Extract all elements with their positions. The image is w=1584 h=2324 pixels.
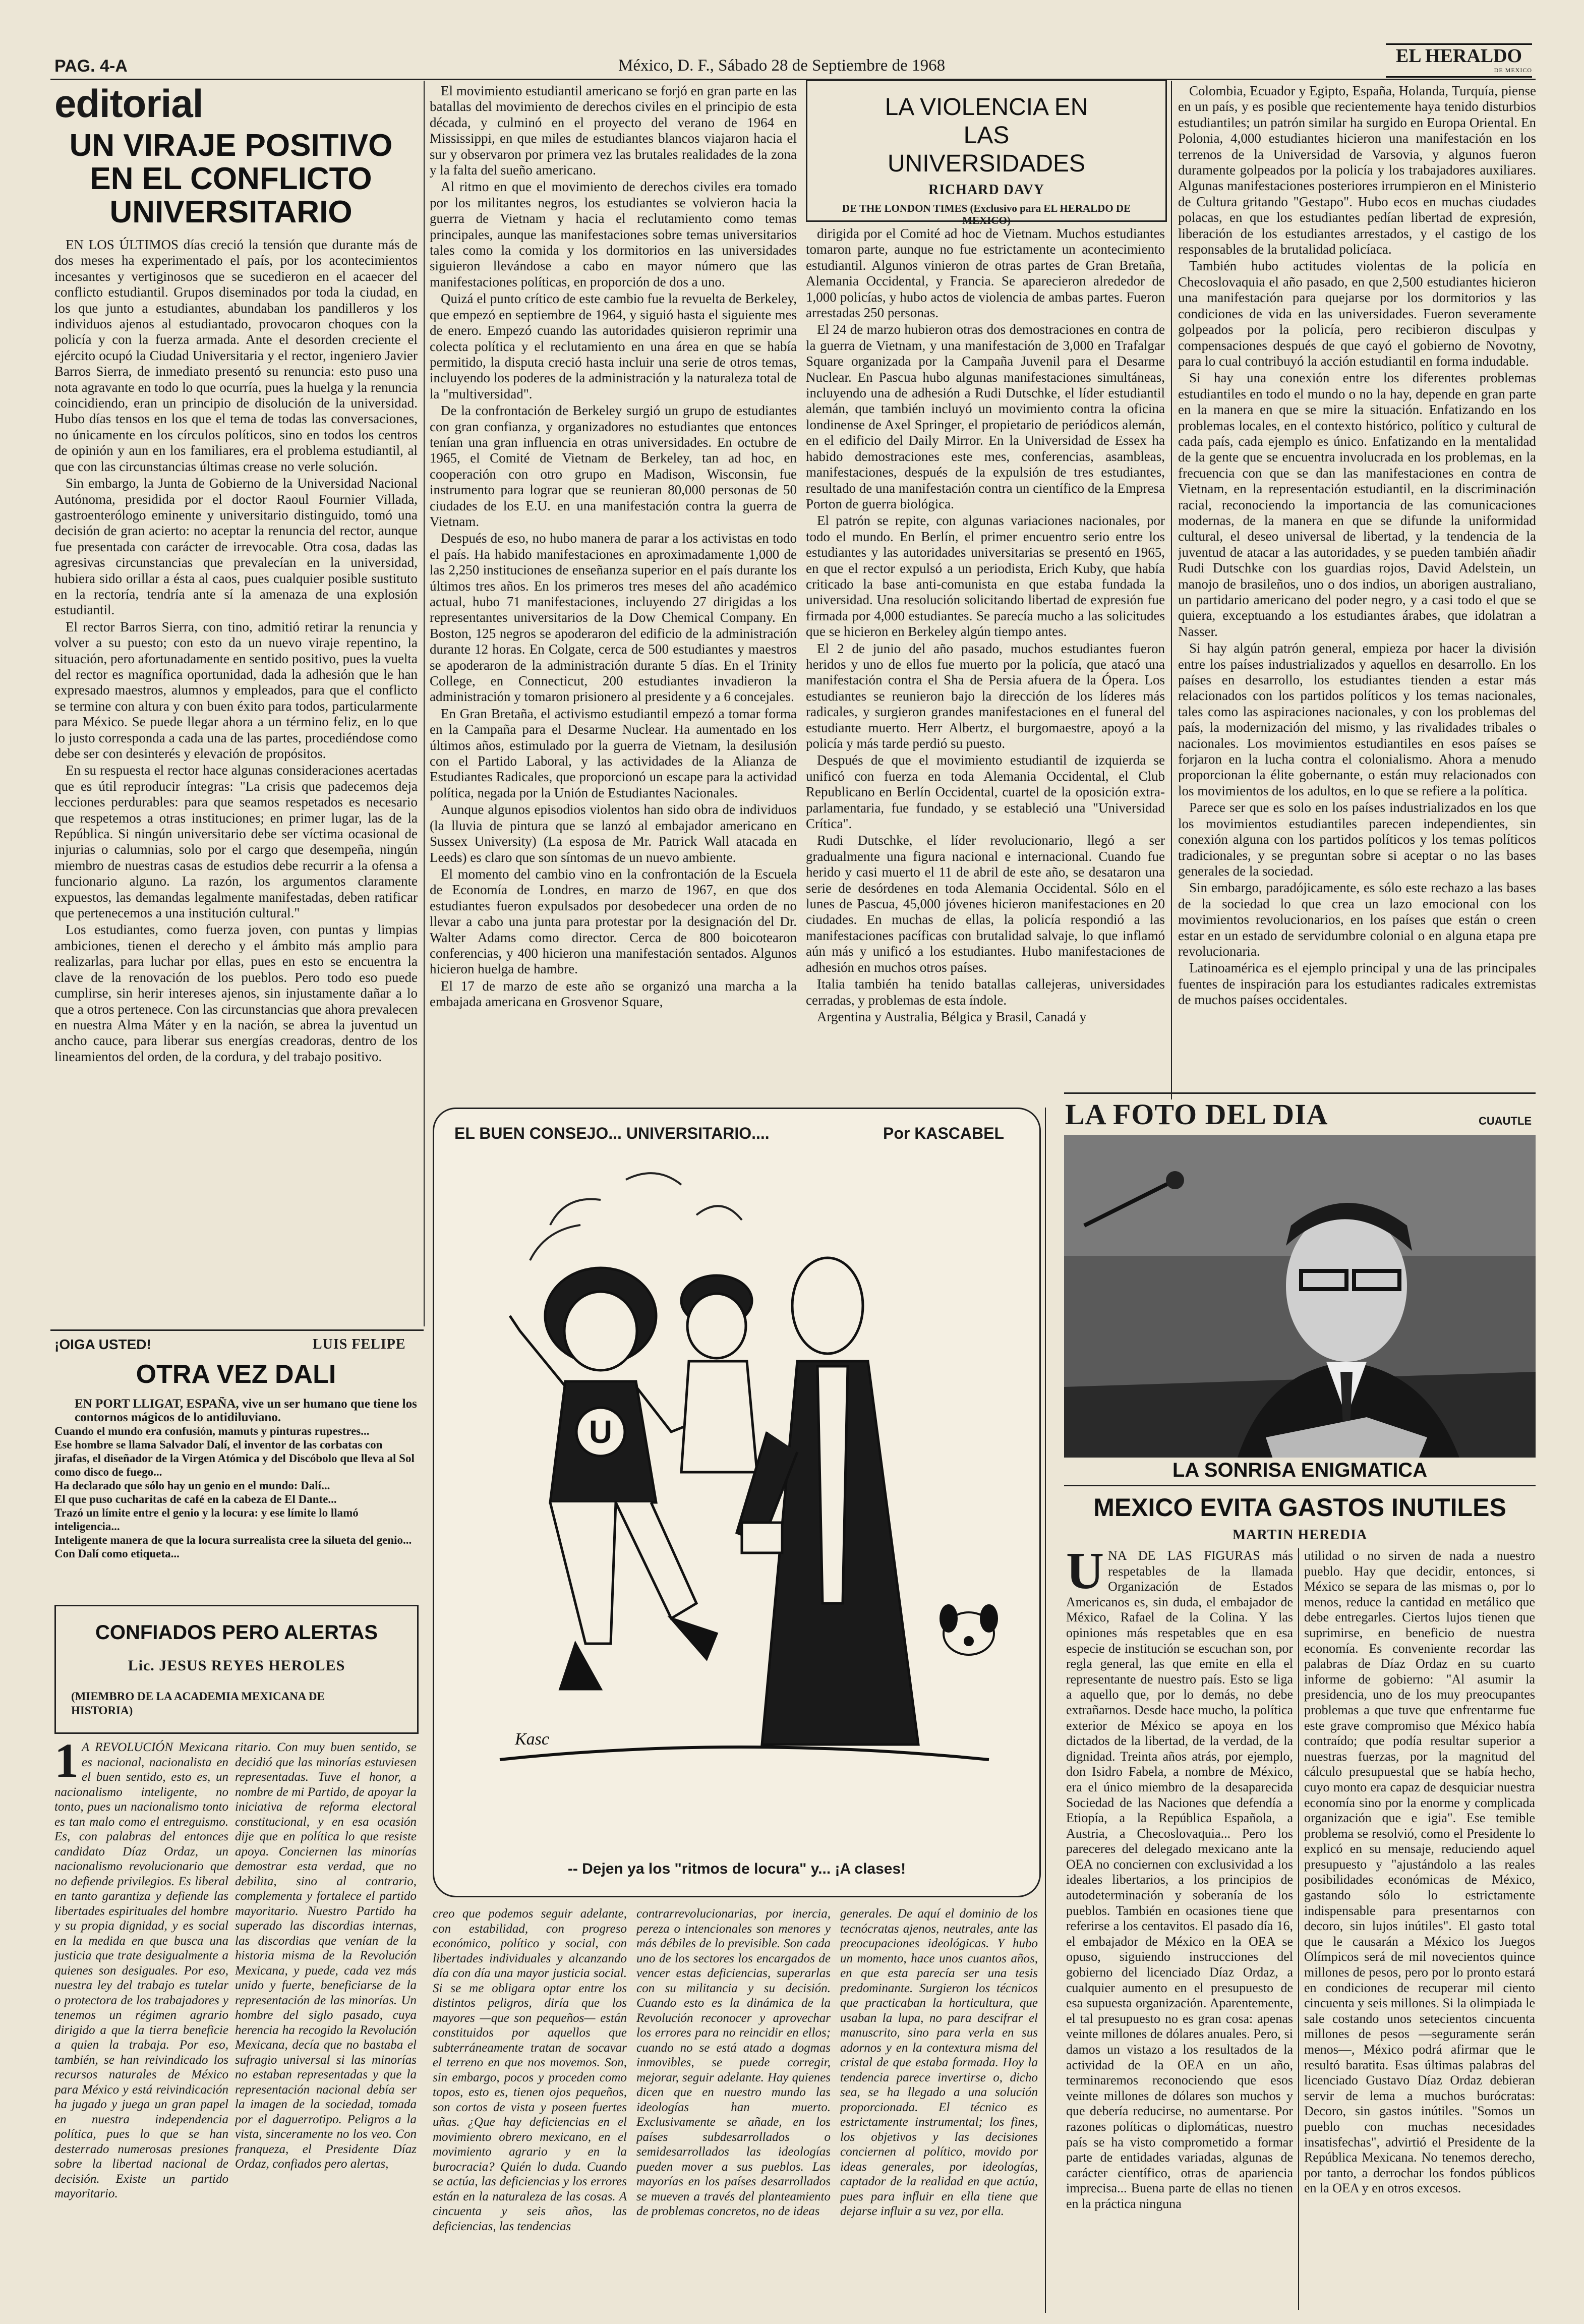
gastos-author: MARTIN HEREDIA (1232, 1527, 1368, 1543)
editorial-para: De la confrontación de Berkeley surgió un grupo de estudiantes con gran confianza, y organizadores no estudiantes que entonces tenían una gran influencia en otras universidades. En octubre de 1965, el Comité de Vietnam de Berkeley, tan ad hoc, en cooperación con otro grupo en Madison, Wisconsin, fue instrumento para lograr que se reunieran 80,000 personas de 50 ciudades de los E.U. en una manifestación contra la guerra de Vietnam. (430, 403, 797, 529)
oiga-line: Inteligente manera de que la locura surrealista cree la silueta del genio... Con Dalí como etiqueta... (54, 1534, 412, 1560)
violencia-para: Argentina y Australia, Bélgica y Brasil, Canadá y (817, 1009, 1087, 1024)
oiga-kicker: ¡OIGA USTED! (54, 1337, 151, 1352)
gastos-col1-text: NA DE LAS FIGURAS más respetables de la llamada Organización de Estados Americanos es, sin duda, el embajador de México, Rafael de la Colina. Y las opiniones más respetables que en esa especie de institución se escuchan son, por regla general, las que emite en ella el representante de nuestro país. Esto se liga a aquello que, por lo demás, no debe extrañarnos. Desde hace mucho, la política exterior de México se apoya en los dictados de la libertad, de la verdad, de la dignidad. Treinta años atrás, por ejemplo, don Isidro Fabela, a nombre de México, era el único miembro de la desaparecida Sociedad de las Naciones que defendía a Etiopía, a la República Española, a Austria, a Checoslovaquia... Pero los pareceres del delegado mexicano ante la OEA no conciernen con exclusividad a los ideales libertarios, a los principios de autodeterminación y soberanía de los pueblos. También en ocasiones tiene que referirse a los centavitos. El pasado día 16, el embajador de México en la OEA se opuso, siguiendo instrucciones del gobierno del licenciado Díaz Ordaz, a cualquier aumento en el presupuesto de esa supuesta organización. Aparentemente, el tal presupuesto no es gran cosa: apenas veinte millones de dólares anuales. Pero, si damos un vistazo a los resultados de la actividad de la OEA en un año, terminaremos reconociendo que esos veinte millones de dólares son muchos y que debería reducirse, no aumentarse. Por razones políticas o diplomáticas, nuestro país se ha visto comprometido a formar parte de entidades variadas, algunas de carácter científico, otras de apariencia imprecisa... Buena parte de ellas no tienen en la práctica ninguna (1066, 1548, 1293, 2211)
confiados-affiliation: (MIEMBRO DE LA ACADEMIA MEXICANA DE HISTORIA) (71, 1690, 325, 1717)
confiados-author: Lic. JESUS REYES HEROLES (128, 1657, 345, 1674)
cartoon-caption: -- Dejen ya los "ritmos de locura" y... ¡A clases! (567, 1861, 906, 1877)
editorial-kicker: editorial (54, 81, 203, 126)
logo-text: EL HERALDO (1395, 45, 1522, 67)
violencia-para: Latinoamérica es el ejemplo principal y una de las principales fuentes de inspiración para los estudiantes radicales extremistas de muchos países occidentales. (1178, 960, 1536, 1008)
page-number: PAG. 4-A (54, 56, 128, 76)
confiados-col2-text: ritario. Con muy buen sentido, se decidió que las minorías estuviesen representadas. Tuve el honor, a nombre de mi Partido, de apoyar la iniciativa de reforma electoral constitucional, y en esa ocasión dije que en política lo que resiste apoya. Conciernen las minorías demostrar esta verdad, que no debilita, sino al contrario, complementa y fortalece el partido mayoritario. Nuestro Partido ha superado las discordias internas, las discordias que venían de la historia misma de la Revolución Mexicana, y puede, cada vez más unido y fuerte, beneficiarse de la representación de las minorías. Un hombre del siglo pasado, cuya herencia ha recogido la Revolución Mexicana, decía que no bastaba el sufragio universal si las minorías no estaban representadas y que la representación nacional debía ser la imagen de la sociedad, tomada por el daguerrotipo. Peligros a la vista, sinceramente no los veo. Con franqueza, el Presidente Díaz Ordaz, confiados pero alertas, (235, 1740, 417, 2171)
cartoon-drawing (434, 1149, 1039, 1845)
violencia-para: Si hay una conexión entre los diferentes problemas estudiantiles en todo el mundo o no la hay, depende en gran parte en la manera en que se mire la situación. Enfatizando en los problemas locales, en el contexto histórico, político y cultural de cada país, cada ejemplo es único. Enfatizando en la mentalidad de la gente que se encuentra involucrada en los problemas, en la frecuencia con que se dan las manifestaciones en contra de Vietnam, en la representación estudiantil, en la discriminación racial, reconociendo la importancia de las comunicaciones modernas, de la manera en que se difunde la uniformidad cultural, el deseo universal de libertad, y la tendencia de la juventud de atacar a las autoridades, y se pueden también añadir Rudi Dutschke con los guardias rojos, David Adelstein, un manojo de brasileños, uno o dos indios, un aborigen australiano, un partidario americano del poder negro, y a casi todo el que se quiera, exceptuando a los estudiantes árabes, que idolatran a Nasser. (1178, 370, 1536, 639)
gastos-headline: MEXICO EVITA GASTOS INUTILES (1093, 1493, 1506, 1522)
oiga-author: LUIS FELIPE (313, 1337, 406, 1352)
sweater-letter: U (589, 1414, 613, 1450)
confiados-dropcap: 1 (54, 1740, 79, 1787)
foto-credit: CUAUTLE (1479, 1115, 1532, 1127)
column-rule (424, 81, 425, 1326)
violencia-para: El patrón se repite, con algunas variaciones nacionales, por todo el mundo. En Berlín, el primer encuentro serio entre los estudiantes y las autoridades universitarias se presentó en 1965, en que el rector expulsó a un periodista, Erich Kuby, que había criticado la base anti-comunista en que estaba fundada la universidad. Una resolución solicitando libertad de expresión fue firmada por 4,000 estudiantes. Se parecía mucho a las solicitudes que se hicieron en Berkeley algún tiempo antes. (806, 513, 1165, 640)
oiga-line: EN PORT LLIGAT, ESPAÑA, vive un ser humano que tiene los contornos mágicos de lo antidiluviano. (75, 1397, 417, 1424)
editorial-para: En su respuesta el rector hace algunas consideraciones acertadas que es útil reproducir íntegras: "La crisis que padecemos deja lecciones perdurables: para que seamos respetados es necesario que respetemos a otras instituciones; en primer lugar, las de la República. Si ningún universitario debe ser víctima ocasional de injurias o calumnias, solo por el cargo que desempeña, ningún miembro de nuestras casas de estudios debe recurrir a la ofensa a funcionario alguno. La razón, los argumentos claramente expuestos, las demandas legalmente manifestadas, deben ratificar que pertenecemos a una institución cultural." (54, 763, 418, 921)
editorial-para: Después de eso, no hubo manera de parar a los activistas en todo el país. Ha habido manifestaciones en aproximadamente 1,000 de las 2,250 instituciones de enseñanza superior en el país durante los últimos tres años. En los primeros tres meses del año académico actual, hubo 71 manifestaciones, incluyendo 27 dirigidas a los representantes universitarios de la Dow Chemical Company. En Boston, 125 negros se apoderaron del edificio de la administración durante 12 horas. En Colgate, cerca de 500 estudiantes y maestros se apoderaron de la administración durante 5 días. En el Trinity College, en Connecticut, 200 estudiantes invadieron la administración y tomaron prisionero al presidente y a 6 concejales. (430, 531, 797, 705)
editorial-para: Sin embargo, la Junta de Gobierno de la Universidad Nacional Autónoma, presidida por el doctor Raoul Fournier Villada, gastroenterólogo eminente y universitario distinguido, tomó una decisión de gran acierto: no aceptar la renuncia del rector, aunque fue presentada con carácter de irrevocable. Otra cosa, dadas las agresivas circunstancias que prevalecían en la universidad, hubiera sido orillar a ésta al caos, pues cualquier posible sustituto en la rectoría, tendría ante sí la amenaza de una explosión estudiantil. (54, 476, 418, 618)
violencia-para: Rudi Dutschke, el líder revolucionario, llegó a ser gradualmente una figura nacional e internacional. Cuando fue herido y casi muerto el 11 de abril de este año, se desataron una serie de desórdenes en toda Alemania Occidental. Sólo en el lunes de Pascua, 45,000 jóvenes hicieron manifestaciones en 20 ciudades. En muchas de ellas, la policía respondió a las manifestaciones pacíficas con brutalidad salvaje, lo que inflamó aún más y unificó a los estudiantes. Hubo manifestaciones de adhesión en muchos otros países. (806, 833, 1165, 975)
editorial-body-col2 (430, 83, 797, 1097)
cartoon-panel (433, 1108, 1041, 1897)
violencia-author: RICHARD DAVY (928, 182, 1045, 198)
oiga-line: Ese hombre se llama Salvador Dalí, el inventor de las corbatas con jirafas, el diseñador de la Virgen Atómica y del Discóbolo que lleva al Sol como disco de fuego... (54, 1438, 415, 1478)
oiga-line: Cuando el mundo era confusión, mamuts y pinturas rupestres... (54, 1425, 370, 1437)
confiados-headline: CONFIADOS PERO ALERTAS (95, 1621, 378, 1644)
confiados-col5-text: generales. De aquí el dominio de los tecnócratas ajenos, neutrales, ante las preocupaciones ideológicas. Y hubo un momento, hace unos cuantos años, en que esta parecía ser una tesis predominante. Surgieron los técnicos que practicaban la horticultura, que usaban la lupa, no para descifrar el manuscrito, sino para verla en sus adornos y en la contextura misma del cristal de que estaba formada. Hoy la tendencia parece invertirse o, dicho sea, se ha llegado a una solución proporcionada. El técnico es estrictamente instrumental; los fines, los objetivos y las decisiones conciernen al político, movido por ideas generales, por ideologías, captador de la realidad en que actúa, pues para influir en ella tiene que dejarse influir a su vez, por ella. (840, 1907, 1038, 2218)
violencia-body-col1 (806, 226, 1165, 1098)
oiga-line: El que puso cucharitas de café en la cabeza de El Dante... (54, 1493, 337, 1505)
editorial-body-col1 (54, 237, 418, 1309)
confiados-col4-text: contrarrevolucionarias, por inercia, pereza o intencionales son menores y más débiles de lo previsible. Son cada uno de los sectores los encargados de vencer estas deficiencias, superarlas con su militancia y su decisión. Cuando esto es la dinámica de la Revolución reconocer y aprovechar los errores para no reincidir en ellos; cuando no se está atado a dogmas inmovibles, se puede corregir, mejorar, seguir adelante. Hay quienes dicen que en nuestro mundo las ideologías han muerto. Exclusivamente se añade, en los países subdesarrollados o semidesarrollados las ideologías pueden mover a sus pueblos. Las mayorías en los países desarrollados se mueven a través del planteamiento de problemas concretos, no de ideas (636, 1907, 831, 2218)
confiados-col1 (54, 1740, 228, 2310)
section-rule (1064, 1092, 1536, 1094)
oiga-headline: OTRA VEZ DALI (136, 1360, 336, 1389)
page-date: México, D. F., Sábado 28 de Septiembre de 1968 (618, 56, 946, 75)
column-rule (1171, 81, 1172, 1099)
violencia-para: Italia también ha tenido batallas callejeras, universidades cerradas, y problemas de esta índole. (806, 976, 1165, 1008)
oiga-body (54, 1397, 418, 1599)
confiados-col3 (433, 1906, 627, 2310)
editorial-para: El 17 de marzo de este año se organizó una marcha a la embajada americana en Grosvenor Square, (430, 978, 797, 1010)
cartoon-signature: Kasc (515, 1730, 549, 1749)
editorial-para: El rector Barros Sierra, con tino, admitió retirar la renuncia y volver a su puesto; con esto da un nuevo viraje repentino, la situación, pero afortunadamente en sentido positivo, pues la vuelta del rector es magnífica oportunidad, dada la adhesión que le han expresado maestros, alumnos y empleados, para que el conflicto se termine con altura y con buen éxito para todos, particularmente para México. Se puede llegar ahora a un término feliz, en lo que lo justo corresponda a cada una de las partes, procediéndose como debe ser con desinterés y elevación de propósitos. (54, 619, 418, 761)
cartoon-author: Por KASCABEL (883, 1124, 1005, 1142)
confiados-headline-box (54, 1605, 419, 1734)
violencia-para: También hubo actitudes violentas de la policía en Checoslovaquia el año pasado, en que 2,500 estudiantes hicieron una manifestación para quejarse por los dormitorios y las condiciones de vida en las universidades. Fueron severamente golpeados por la policía, pero recibieron disculpas y compensaciones después de que cayó el gobierno de Novotny, para lo cual contribuyó la acción estudiantil en forma indudable. (1178, 258, 1536, 369)
confiados-col1-text: A REVOLUCIÓN Mexicana es nacional, nacionalista en el buen sentido, esto es, un nacionalismo inteligente, no tonto, pues un nacionalismo tonto es tan malo como el entreguismo. Es, con palabras del entonces candidato Díaz Ordaz, un nacionalismo revolucionario que no defiende privilegios. Es liberal en tanto garantiza y defiende las libertades espirituales del hombre y su propia dignidad, y es social en la medida en que busca una justicia que trate desigualmente a quienes son desiguales. Por eso, nuestra ley del trabajo es tutelar o protectora de los trabajadores y tenemos un régimen agrario dirigido a que la tierra beneficie a quien la trabaja. Por eso, también, se han reivindicado los recursos naturales de México para México y está reivindicación ha jugado y juega un gran papel en nuestra independencia política, pues lo que se han desterrado numerosas presiones sobre la libertad nacional de decisión. Existe un partido mayoritario. (54, 1740, 228, 2200)
editorial-para: El momento del cambio vino en la confrontación de la Escuela de Economía de Londres, en marzo de 1967, en que dos estudiantes fueron expulsados por desobedecer una orden de no llevar a cabo una junta para protestar por la designación del Dr. Walter Adams como director. Cerca de 800 boicotearon conferencias, y 400 hicieron una manifestación sentados. Algunos hicieron huelga de hambre. (430, 866, 797, 977)
foto-caption: LA SONRISA ENIGMATICA (1064, 1458, 1536, 1483)
violencia-para: Sin embargo, paradójicamente, es sólo este rechazo a las bases de la sociedad lo que crea un lazo emocional con los movimientos revolucionarios, en los países que están o creen estar en un estado de servidumbre colonial o en alguna etapa pre revolucionaria. (1178, 880, 1536, 959)
confiados-col5 (840, 1906, 1038, 2310)
section-rule (1045, 1108, 1046, 2313)
violencia-headline-box (806, 80, 1167, 226)
violencia-para: El 24 de marzo hubieron otras dos demostraciones en contra de la guerra de Vietnam, y una manifestación de 3,000 en Trafalgar Square organizada por la Campaña Juvenil para el Desarme Nuclear. En Pascua hubo algunas manifestaciones simultáneas, incluyendo una de adhesión a Rudi Dutschke, el líder estudiantil alemán, que también incluyó un movimiento contra la oficina londinense de Axel Springer, el propietario de periódicos alemán, en el edificio del Daily Mirror. En la Universidad de Essex ha habido demostraciones este mes, conferencias, asambleas, manifestaciones, después de la expulsión de tres estudiantes, resultado de una manifestación contra un científico de la Empresa Porton de guerra biológica. (806, 322, 1165, 511)
masthead-rule (50, 79, 1536, 80)
violencia-headline: LA VIOLENCIA EN LAS UNIVERSIDADES (885, 94, 1088, 177)
editorial-para: El movimiento estudiantil americano se forjó en gran parte en las batallas del movimiento de derechos civiles en el principio de esta década, y culminó en el proyecto del verano de 1964 en Mississippi, en que miles de estudiantes blancos viajaron hacia el sur y observaron por primera vez las brutales realidades de la zona y la falta del sueño americano. (430, 83, 797, 178)
oiga-line: Ha declarado que sólo hay un genio en el mundo: Dalí... (54, 1479, 330, 1492)
portrait-image (1064, 1135, 1536, 1483)
gastos-body-col2 (1304, 1548, 1535, 2310)
violencia-para: Si hay algún patrón general, empieza por hacer la división entre los países industrializados y aquellos en desarrollo. En los países en desarrollo, los estudiantes tienden a estar más relacionados con los partidos políticos y los temas nacionales, tales como las aspiraciones nacionales, y con los problemas del país, la modernización del mismo, y las rivalidades tribales o nacionales. Los movimientos estudiantiles en esos países se forjaron en la lucha contra el colonialismo. Ahora a menudo proporcionan la élite gobernante, o están muy relacionados con los movimientos de los adultos, en lo que se refiere a la política. (1178, 641, 1536, 798)
violencia-para: Después de que el movimiento estudiantil de izquierda se unificó con fuerza en toda Alemania Occidental, el Club Republicano en Berlín Occidental, cuartel de la oposición extra-parlamentaria, fue fundado, y se estableció una "Universidad Crítica". (806, 752, 1165, 832)
foto-title: LA FOTO DEL DIA (1065, 1098, 1328, 1131)
editorial-para: En Gran Bretaña, el activismo estudiantil empezó a tomar forma en la Campaña para el Desarme Nuclear. Ha aumentado en los últimos años, estimulado por la guerra de Vietnam, la desilusión con el Partido Laboral, y las actividades de la Alianza de Estudiantes Radicales, que proporcionó un escape para la actividad política, negada por la Unión de Estudiantes Nacionales. (430, 706, 797, 800)
cartoon-title: EL BUEN CONSEJO... UNIVERSITARIO.... (454, 1124, 770, 1142)
oiga-line: Trazó un límite entre el genio y la locura: y ese límite lo llamó inteligencia... (54, 1506, 359, 1533)
gastos-body-col1 (1066, 1548, 1293, 2310)
confiados-col2 (235, 1740, 417, 2310)
violencia-para: Colombia, Ecuador y Egipto, España, Holanda, Turquía, piense en un país, y es posible que recientemente haya tenido disturbios estudiantiles; un patrón similar ha surgido en Europa Oriental. En Polonia, 4,000 estudiantes hicieron una manifestación en los terrenos de la Universidad de Varsovia, y algunos fueron duramente golpeados por la policía y los trabajadores auxiliares. Algunas manifestaciones posteriores irrumpieron en el Ministerio de Cultura gritando "Gestapo". Hubo ecos en muchas ciudades polacas, en que los estudiantes pedían libertad de expresión, liberación de los estudiantes arrestados, y el castigo de los responsables de la brutalidad policíaca. (1178, 83, 1536, 257)
confiados-col4 (636, 1906, 831, 2310)
editorial-para: Los estudiantes, como fuerza joven, con puntas y limpias ambiciones, tienen el derecho y el ámbito más amplio para realizarlas, para luchar por ellas, pues en esto se encuentra la clave de la renovación de los pueblos. Pero todo eso puede cumplirse, sin herir intereses ajenos, sin injustamente dañar a lo que a otros pertenece. Con las circunstancias que ahora prevalecen en nuestra Alma Máter y en la nación, se abrea la juventud un ancho cauce, para liberar sus energías creadoras, dentro de los lineamientos del orden, de la cordura, y del trabajo positivo. (54, 922, 418, 1064)
editorial-headline: UN VIRAJE POSITIVO EN EL CONFLICTO UNIVERSITARIO (69, 128, 393, 229)
foto-photo (1064, 1135, 1536, 1483)
column-rule (1298, 1548, 1299, 2310)
section-rule (50, 1329, 424, 1331)
editorial-para: Aunque algunos episodios violentos han sido obra de individuos (la lluvia de pintura que se lanzó al embajador americano en Sussex University) (La esposa de Mr. Patrick Wall atacada en Leeds) es claro que son síntomas de un nuevo ambiente. (430, 802, 797, 865)
editorial-para: EN LOS ÚLTIMOS días creció la tensión que durante más de dos meses ha experimentado el país, por los acontecimientos incesantes y vertiginosos que se sucedieron en el acaecer del conflicto estudiantil. Grupos diseminados por toda la ciudad, en los que junto a estudiantes, abundaban los pandilleros y los individuos ajenos al estudiantado, provocaron choques con la policía y con la fuerza armada. Ante el desorden creciente el ejército ocupó la Ciudad Universitaria y el rector, ingeniero Javier Barros Sierra, de inmediato presentó su renuncia: esto puso una nota agravante en todo lo que ocurría, pues la huelga y la renuncia coincidiendo, eran un principio de disolución de la universidad. Hubo días tensos en los que el tema de todas las conversaciones, no únicamente en los círculos políticos, sino en todos los centros de opinión y aun en los familiares, era el problema estudiantil, al que con las circunstancias últimas crease no verle solución. (54, 237, 418, 474)
logo-subtext: DE MEXICO (1494, 67, 1532, 74)
confiados-col3-text: creo que podemos seguir adelante, con estabilidad, con progreso económico, político y social, con libertades individuales y alcanzando día con día una mayor justicia social. Si se me obligara optar entre los distintos peligros, diría que los mayores —que son pequeños— están constituidos por aquellos que subterráneamente tratan de socavar el terreno en que nos movemos. Son, sin embargo, pocos y proceden como topos, esto es, tienen ojos pequeños, son cortos de vista y poseen fuertes uñas. ¿Que hay deficiencias en el movimiento obrero mexicano, en el movimiento agrario y en la burocracia? Quién lo duda. Cuando se actúa, las deficiencias y los errores están en la naturaleza de las cosas. A cincuenta y seis años, las deficiencias, las tendencias (433, 1907, 627, 2233)
gastos-col2-text: utilidad o no sirven de nada a nuestro pueblo. Hay que decidir, entonces, si México se separa de las mismas o, por lo menos, reduce la cantidad en metálico que debe entregarles. Ciertos lujos tienen que suprimirse, en beneficio de nuestra economía. Es conveniente recordar las palabras de Díaz Ordaz en su cuarto informe de gobierno: "Al asumir la presidencia, uno de los muy preocupantes problemas a que tuve que enfrentarme fue este grave compromiso que México había contraído; que podía resultar superior a nuestras fuerzas, por la magnitud del cálculo presupuestal que se había hecho, cuyo monto era capaz de desquiciar nuestra economía sino por la enorme y complicada organización que e igia". Ese temible problema se resolvió, como el Presidente lo explicó en su mensaje, reduciendo aquel presupuesto y "ajustándolo a las reales posibilidades económicas de México, gastando sólo lo estrictamente indispensable para presentarnos con decoro, sin lujos inútiles". El gasto total que le causarán a México los Juegos Olímpicos será de mil novecientos quince millones de pesos, pero por lo pronto estará en condiciones de recuperar mil ciento cincuenta y seis millones. Si la olimpiada le sale costando unos setecientos cincuenta millones de pesos —seguramente serán menos—, México podrá afirmar que le resultó baratita. Esas últimas palabras del licenciado Gustavo Díaz Ordaz debieran servir de lema a muchos burócratas: Decoro, sin gastos inútiles. "Somos un pueblo con muchas necesidades insatisfechas", advirtió el Presidente de la República Mexicana. No tenemos derecho, por tanto, a derrochar los fondos públicos en la OEA y en otros excesos. (1304, 1548, 1535, 2196)
section-rule (1064, 1485, 1536, 1486)
violencia-para: El 2 de junio del año pasado, muchos estudiantes fueron heridos y uno de ellos fue muerto por la policía, que atacó una manifestación contra el Sha de Persia afuera de la Ópera. Los estudiantes se reunieron bajo la dirección de los líderes más radicales, y surgieron grandes manifestaciones en el funeral del estudiante muerto. Herr Albertz, el burgomaestre, apoyó a la policía y más tarde perdió su puesto. (806, 641, 1165, 751)
masthead-logo (1386, 43, 1532, 78)
editorial-para: Quizá el punto crítico de este cambio fue la revuelta de Berkeley, que empezó en septiembre de 1964, y siguió hasta el siguiente mes de enero. Empezó cuando las autoridades quisieron reprimir una colecta política y el reclutamiento en una área en que se había permitido, la disputa creció hasta incluir una serie de otros temas, incluyendo los poderes de la administración y la naturaleza total de la "multiversidad". (430, 291, 797, 401)
violencia-para: dirigida por el Comité ad hoc de Vietnam. Muchos estudiantes tomaron parte, aunque no fue estrictamente un acontecimiento estudiantil. Algunos vinieron de otras partes de Gran Bretaña, Alemania Occidental, y Francia. Se aparecieron alrededor de 1,000 policías, y hubo actos de violencia de ambas partes. Fueron arrestadas 250 personas. (806, 226, 1165, 321)
editorial-para: Al ritmo en que el movimiento de derechos civiles era tomado por los militantes negros, los estudiantes se volvieron hacia la guerra de Vietnam y hacia el reclutamiento como temas principales, aunque las manifestaciones sobre temas universitarios tales como la comida y los dormitorios en las universidades siguieron llevándose a cabo en mayor número que las manifestaciones políticas, en proporción de dos a uno. (430, 179, 797, 289)
violencia-source: DE THE LONDON TIMES (Exclusivo para EL HERALDO DE MEXICO) (842, 202, 1131, 226)
violencia-body-col2 (1178, 83, 1536, 1084)
violencia-para: Parece ser que es solo en los países industrializados en los que los movimientos estudiantiles parecen independientes, sin conexión alguna con los partidos políticos y los temas políticos tradicionales, y se preguntan sobre si aceptar o no las bases generales de la sociedad. (1178, 800, 1536, 879)
gastos-dropcap: U (1066, 1548, 1104, 1600)
